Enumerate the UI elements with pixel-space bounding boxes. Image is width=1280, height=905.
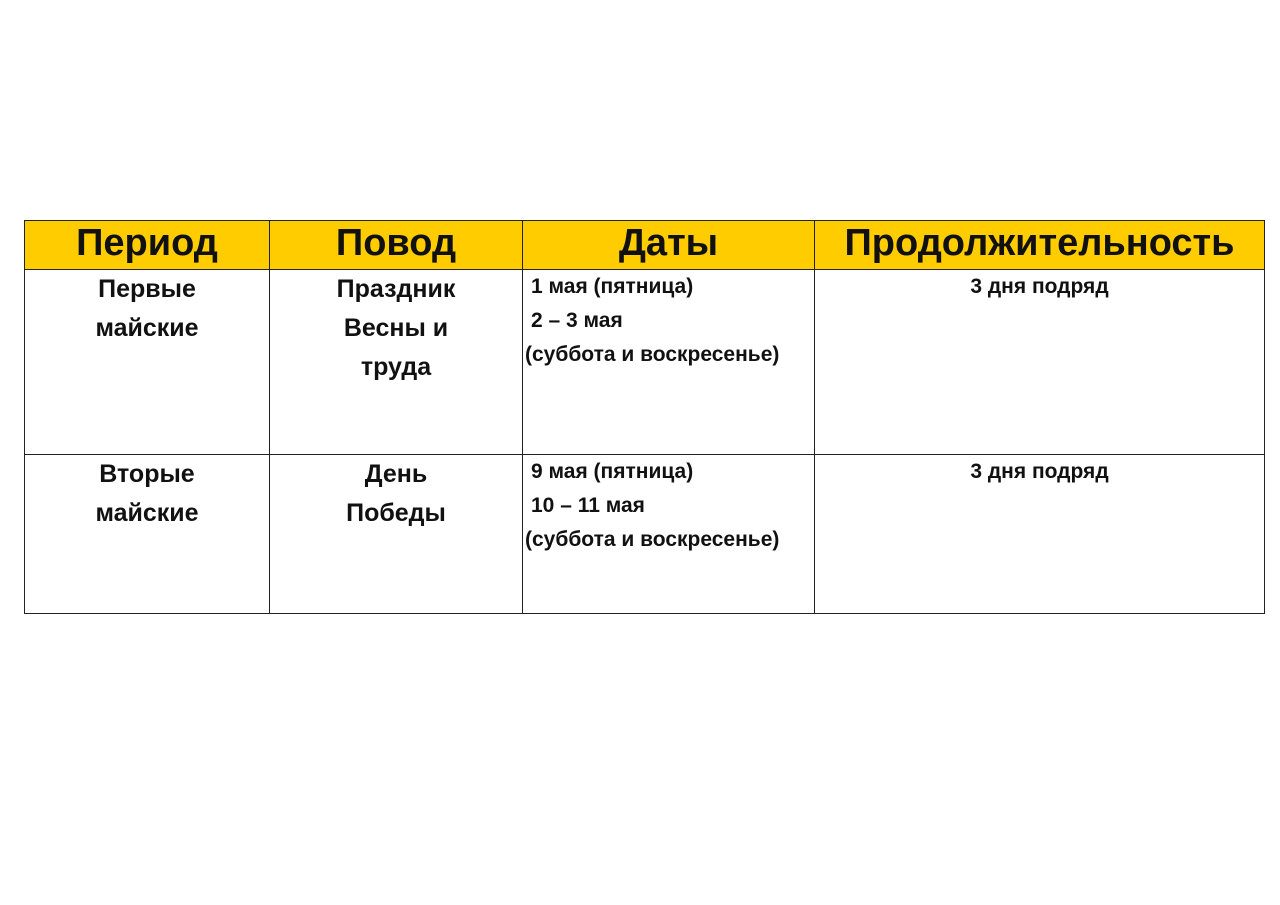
period-cell: Вторые майские <box>25 455 270 614</box>
reason-cell: День Победы <box>270 455 523 614</box>
table-row <box>25 270 1265 455</box>
header-duration: Продолжительность <box>815 221 1265 270</box>
header-reason: Повод <box>270 221 523 270</box>
duration-cell: 3 дня подряд <box>815 455 1265 614</box>
holidays-table <box>24 220 1265 614</box>
header-period: Период <box>25 221 270 270</box>
table-header <box>25 221 1265 270</box>
dates-cell: 1 мая (пятница) 2 – 3 мая (суббота и воскресенье) <box>523 270 815 455</box>
reason-cell: Праздник Весны и труда <box>270 270 523 455</box>
duration-cell: 3 дня подряд <box>815 270 1265 455</box>
table-row <box>25 455 1265 614</box>
dates-cell: 9 мая (пятница) 10 – 11 мая (суббота и воскресенье) <box>523 455 815 614</box>
header-dates: Даты <box>523 221 815 270</box>
header-row <box>25 221 1265 270</box>
period-cell: Первые майские <box>25 270 270 455</box>
